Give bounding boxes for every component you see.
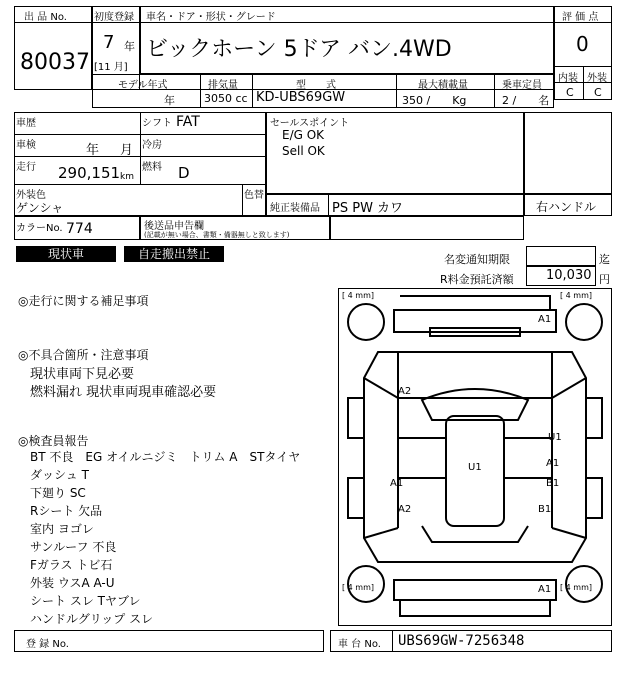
current-car-badge: 現状車 <box>16 246 116 262</box>
capacity-label: 乗車定員 <box>502 80 542 91</box>
post-docs-value-box <box>330 216 524 240</box>
damage-mark: B1 <box>546 478 560 489</box>
interior-label: 内装 <box>558 73 578 84</box>
first-registration-year: 7 <box>103 32 115 53</box>
name-change-box <box>526 246 596 266</box>
interior-grade: C <box>566 86 574 99</box>
inspector-line-6: サンルーフ 不良 <box>30 540 117 554</box>
damage-mark: B1 <box>538 504 552 515</box>
car-name: ビックホーン 5ドア バン.4WD <box>146 37 452 62</box>
inspector-line-4: Rシート 欠品 <box>30 504 103 518</box>
inspector-line-7: Fガラス トビ石 <box>30 558 113 572</box>
color-no-value: 774 <box>66 221 93 237</box>
inspection-month-unit: 月 <box>120 143 134 158</box>
inspector-notes-title: ◎検査員報告 <box>18 434 89 448</box>
defect-line-2: 燃料漏れ 現状車両現車確認必要 <box>30 385 217 400</box>
tire-rear-left-depth: [ 4 mm] <box>342 583 375 592</box>
inspector-line-3: 下廻り SC <box>30 486 86 500</box>
name-change-label: 名変通知期限 <box>444 253 510 266</box>
shift-label: シフト <box>142 118 172 129</box>
type-value: KD-UBS69GW <box>256 90 346 105</box>
model-year-unit: 年 <box>164 94 175 107</box>
inspector-line-1: BT 不良 EG オイルニジミ トリム A STタイヤ <box>30 450 301 464</box>
tire-front-left-depth: [ 4 mm] <box>342 291 375 300</box>
inspection-label: 車検 <box>16 140 36 151</box>
damage-mark: A1 <box>546 458 560 469</box>
chassis-number: UBS69GW-7256348 <box>398 633 525 649</box>
mileage-label: 走行 <box>16 162 36 173</box>
damage-mark: A2 <box>398 504 412 515</box>
capacity-value: 2 / 名 <box>502 94 550 107</box>
tire-front-right-depth: [ 4 mm] <box>560 291 593 300</box>
max-load-label: 最大積載量 <box>418 80 468 91</box>
tire-rear-right-depth: [ 4 mm] <box>560 583 593 592</box>
damage-mark: A1 <box>390 478 404 489</box>
mileage-value: 290,151 <box>58 164 121 182</box>
damage-mark: U1 <box>468 462 482 473</box>
exterior-color-value: ゲンシャ <box>16 201 64 215</box>
driving-notes-title: ◎走行に関する補足事項 <box>18 294 149 308</box>
history-label: 車歴 <box>16 118 36 129</box>
lot-label: 出 品 No. <box>24 12 67 23</box>
displacement-value: 3050 cc <box>204 92 248 105</box>
chassis-label: 車 台 No. <box>338 639 381 650</box>
name-change-unit: 迄 <box>599 253 610 266</box>
tire-front-right-icon <box>566 304 602 340</box>
inspector-line-8: 外装 ウスA A-U <box>30 576 115 590</box>
defect-line-1: 現状車両下見必要 <box>30 367 135 382</box>
damage-mark: A2 <box>398 386 412 397</box>
recycle-label: R料金預託済額 <box>440 273 514 286</box>
sales-point-1: E/G OK <box>282 128 325 142</box>
year-unit: 年 <box>124 40 135 53</box>
exterior-label: 外装 <box>587 73 607 84</box>
damage-mark: U1 <box>548 432 562 443</box>
genuine-equipment-value: PS PW カワ <box>332 201 404 216</box>
car-name-label: 車名・ドア・形状・グレード <box>146 12 276 23</box>
sales-point-2: Sell OK <box>282 144 325 158</box>
mileage-unit: km <box>120 172 134 182</box>
car-diagram <box>338 288 612 626</box>
fuel-label: 燃料 <box>142 162 162 173</box>
color-no-label: カラーNo. <box>16 223 63 234</box>
model-year-label: モデル年式 <box>118 80 168 91</box>
recycle-unit: 円 <box>599 273 610 286</box>
recycle-amount: 10,030 <box>546 268 592 283</box>
defect-notes-title: ◎不具合箇所・注意事項 <box>18 348 149 362</box>
registration-label: 登 録 No. <box>26 639 69 650</box>
inspector-line-10: ハンドルグリップ スレ <box>30 612 154 626</box>
genuine-equipment-label: 純正装備品 <box>270 203 320 214</box>
first-registration-label: 初度登録 <box>94 12 134 23</box>
damage-mark: A1 <box>538 314 552 325</box>
score-value: 0 <box>576 32 589 56</box>
score-label: 評 価 点 <box>562 12 599 23</box>
lot-number: 80037 <box>20 50 90 75</box>
displacement-label: 排気量 <box>208 80 238 91</box>
ac-label: 冷房 <box>142 140 162 151</box>
color-change-label: 色替 <box>244 190 264 201</box>
type-label: 型 式 <box>296 80 336 91</box>
exterior-grade: C <box>594 86 602 99</box>
damage-mark: A1 <box>538 584 552 595</box>
post-docs-note: (記載が無い場合、書類・備器無しと致します) <box>144 231 290 239</box>
inspection-year-unit: 年 <box>86 143 100 158</box>
first-registration-month: [11 月] <box>94 62 128 73</box>
sales-point-side <box>524 112 612 194</box>
fuel-value: D <box>178 164 190 182</box>
handle-value: 右ハンドル <box>536 200 597 214</box>
sales-point-label: セールスポイント <box>270 118 350 129</box>
no-self-drive-badge: 自走搬出禁止 <box>124 246 224 262</box>
inspector-line-5: 室内 ヨゴレ <box>30 522 94 536</box>
max-load-value: 350 / Kg <box>402 94 467 107</box>
inspector-line-2: ダッシュ T <box>30 468 89 482</box>
inspector-line-9: シート スレ Tヤブレ <box>30 594 141 608</box>
tire-front-left-icon <box>348 304 384 340</box>
shift-value: FAT <box>176 114 200 130</box>
exterior-color-label: 外装色 <box>16 190 46 201</box>
post-docs-label: 後送品申告欄 <box>144 221 204 232</box>
